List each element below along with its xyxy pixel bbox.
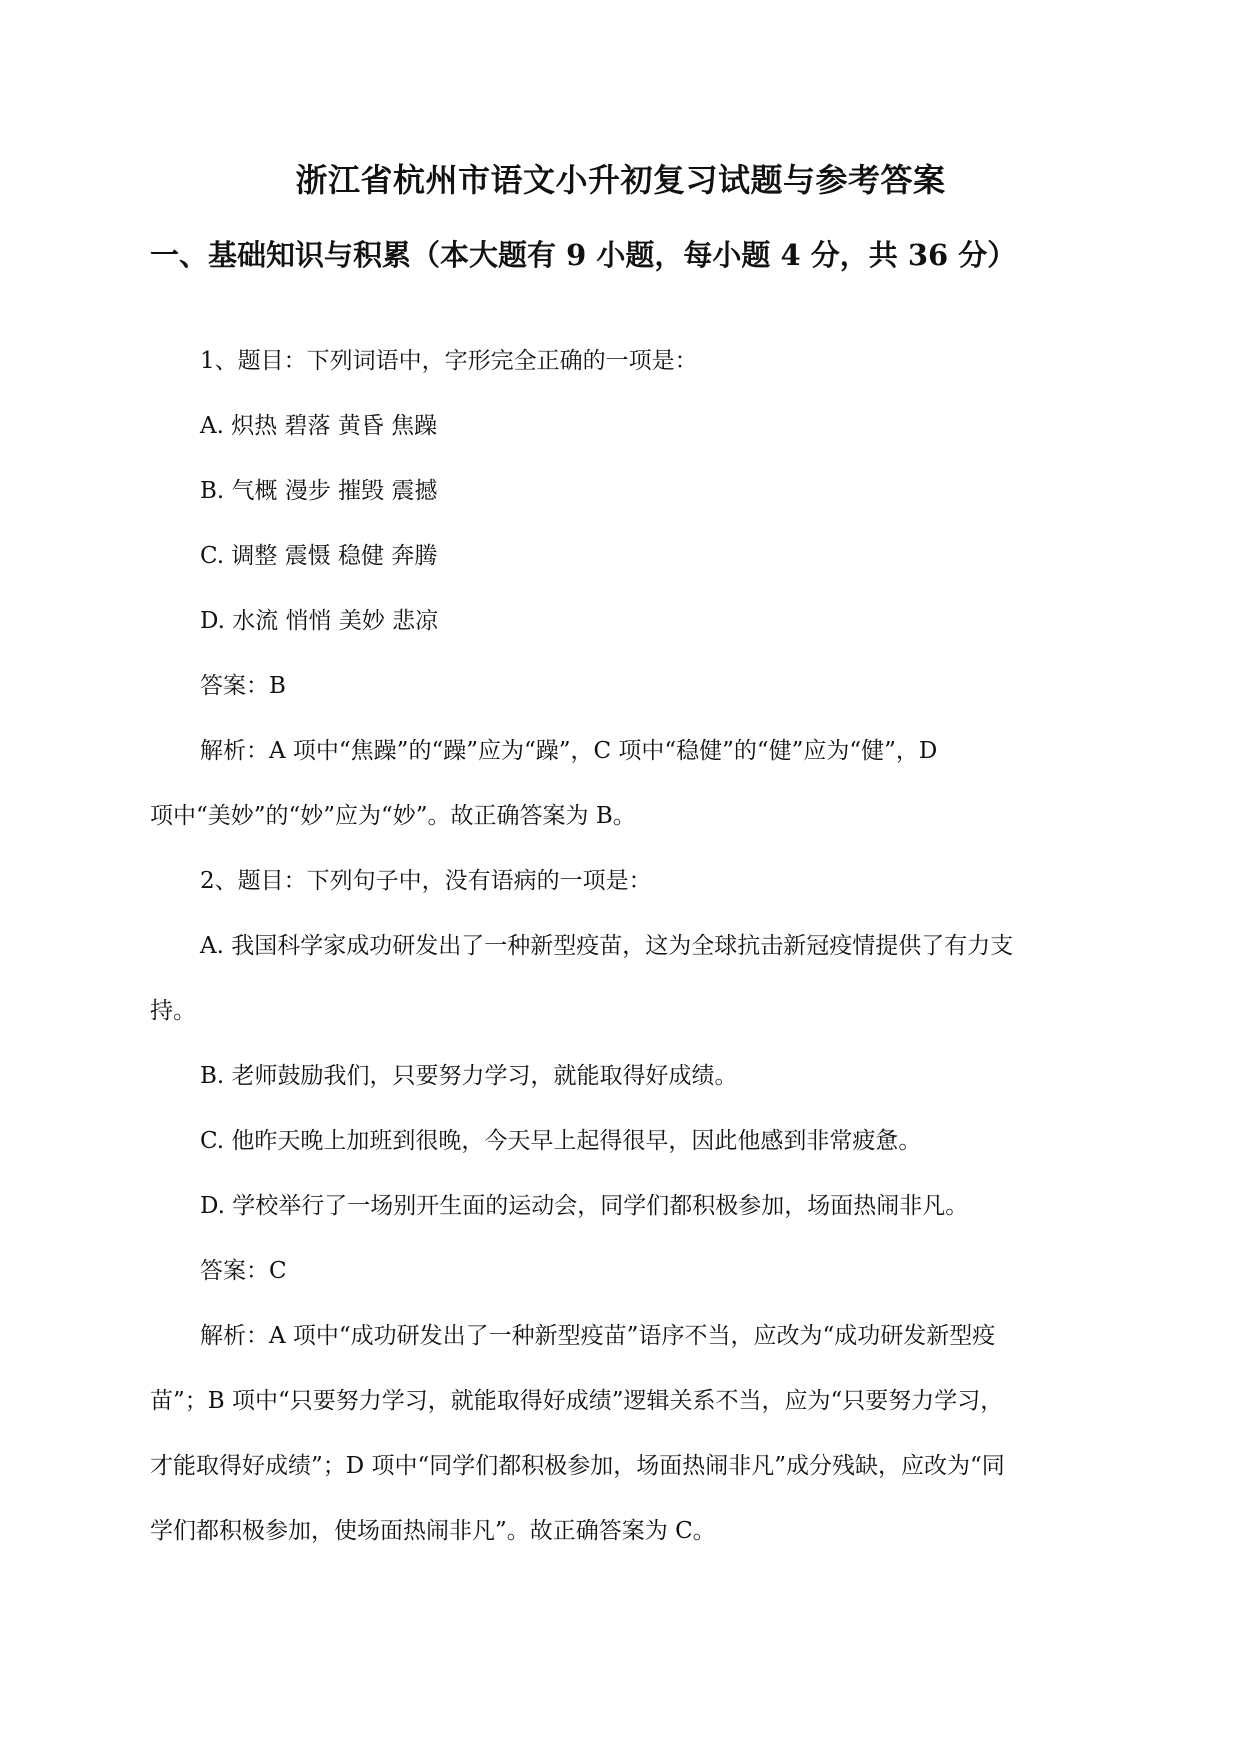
question-2-explanation-line-2: 苗”；B 项中“只要努力学习，就能取得好成绩”逻辑关系不当，应为“只要努力学习， [150, 1388, 1004, 1414]
question-2-answer: 答案：C [200, 1258, 287, 1284]
question-2-option-a-line-1: A. 我国科学家成功研发出了一种新型疫苗，这为全球抗击新冠疫情提供了有力支 [200, 933, 1014, 959]
question-1-explanation-line-2: 项中“美妙”的“妙”应为“妙”。故正确答案为 B。 [150, 803, 636, 829]
question-1-option-b: B. 气概 漫步 摧毁 震撼 [200, 478, 438, 504]
question-2-explanation-line-1: 解析：A 项中“成功研发出了一种新型疫苗”语序不当，应改为“成功研发新型疫 [200, 1323, 996, 1349]
question-2-option-c: C. 他昨天晚上加班到很晚，今天早上起得很早，因此他感到非常疲惫。 [200, 1128, 922, 1154]
section-heading: 一、基础知识与积累（本大题有 9 小题，每小题 4 分，共 36 分） [150, 238, 1017, 272]
document-body [150, 336, 1110, 1571]
question-1-option-d: D. 水流 悄悄 美妙 悲凉 [200, 608, 439, 634]
question-2-option-d: D. 学校举行了一场别开生面的运动会，同学们都积极参加，场面热闹非凡。 [200, 1193, 969, 1219]
document-title: 浙江省杭州市语文小升初复习试题与参考答案 [295, 161, 946, 199]
question-2-stem: 2、题目：下列句子中，没有语病的一项是： [200, 868, 652, 894]
question-1-answer: 答案：B [200, 673, 286, 699]
question-1-option-a: A. 炽热 碧落 黄昏 焦躁 [200, 413, 438, 439]
question-2-option-b: B. 老师鼓励我们，只要努力学习，就能取得好成绩。 [200, 1063, 738, 1089]
question-2-option-a-line-2: 持。 [150, 998, 196, 1024]
question-1-option-c: C. 调整 震慑 稳健 奔腾 [200, 543, 438, 569]
question-1-stem: 1、题目：下列词语中，字形完全正确的一项是： [200, 348, 698, 374]
question-2-explanation-line-4: 学们都积极参加，使场面热闹非凡”。故正确答案为 C。 [150, 1518, 716, 1544]
question-1-explanation-line-1: 解析：A 项中“焦躁”的“躁”应为“躁”，C 项中“稳健”的“健”应为“健”，D [200, 738, 938, 764]
question-2-explanation-line-3: 才能取得好成绩”；D 项中“同学们都积极参加，场面热闹非凡”成分残缺，应改为“同 [150, 1453, 1005, 1479]
